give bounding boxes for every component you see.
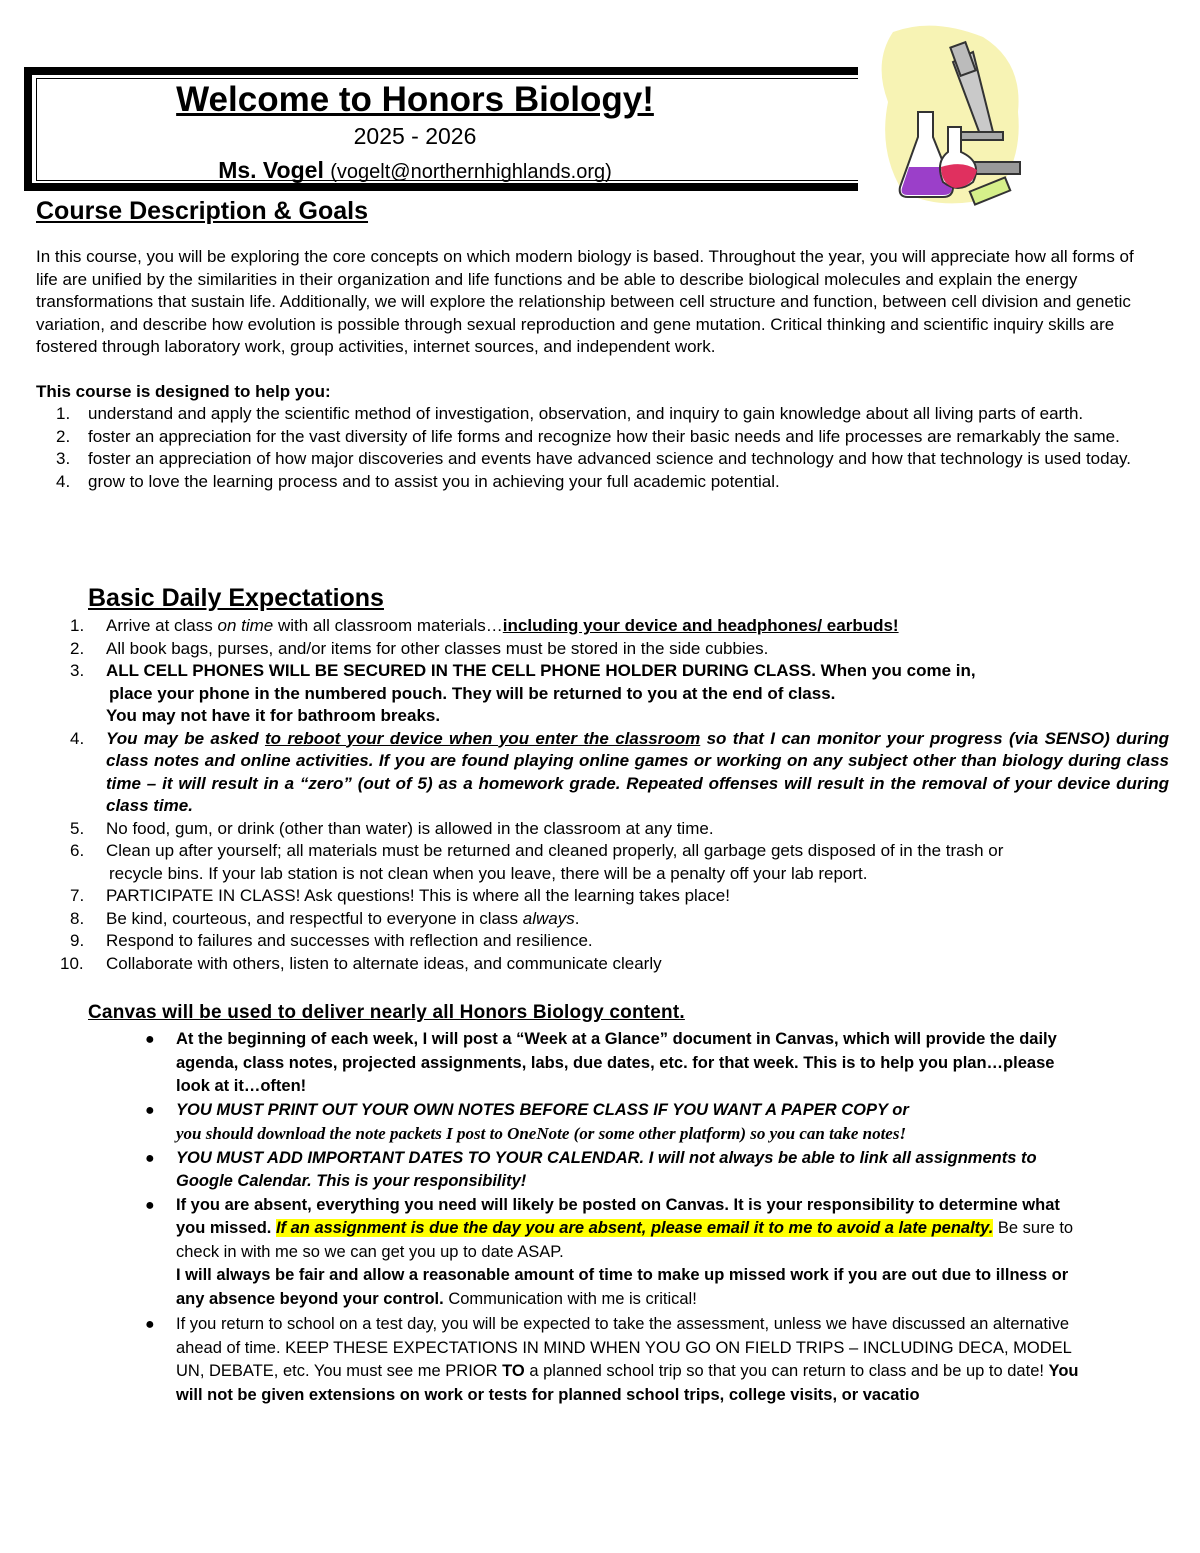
canvas-bullet-list <box>140 1028 1080 1407</box>
goal-number: 4. <box>56 471 71 491</box>
expectation-text-continued: You may not have it for bathroom breaks. <box>106 706 441 725</box>
goal-text: foster an appreciation of how major discoveries and events have advanced science and technology and how that technology is used today. <box>88 449 1132 468</box>
canvas-bullet-text: YOU MUST ADD IMPORTANT DATES TO YOUR CALENDAR. I will not always be able to link all assignments to Google Calendar. This is your responsibility! <box>176 1148 1037 1190</box>
goal-text: understand and apply the scientific method of investigation, observation, and inquiry to gain knowledge about all living parts of earth. <box>88 404 1084 423</box>
expectation-number: 1. <box>70 616 85 635</box>
microscope-stage <box>958 132 1003 140</box>
canvas-heading: Canvas will be used to deliver nearly all Honors Biology content. <box>88 1002 685 1023</box>
teacher-email: (vogelt@northernhighlands.org) <box>330 161 612 183</box>
canvas-bullet-item <box>140 1194 1080 1312</box>
expectation-text: Arrive at class <box>106 616 218 635</box>
expectation-highlight: including your device and headphones/ earbuds! <box>502 616 899 635</box>
expectation-text: Respond to failures and successes with reflection and resilience. <box>106 931 593 950</box>
goal-number: 1. <box>56 404 71 423</box>
goal-item <box>36 448 1166 471</box>
expectation-text: No food, gum, or drink (other than water) is allowed in the classroom at any time. <box>106 818 714 838</box>
canvas-bullet-text: a planned school trip so that you can return to class and be up to date! <box>524 1362 1049 1380</box>
canvas-bullet-item <box>140 1099 1080 1147</box>
goal-number: 2. <box>56 426 71 446</box>
expectation-number: 8. <box>70 908 85 928</box>
expectation-text: PARTICIPATE IN CLASS! Ask questions! This is where all the learning takes place! <box>106 886 730 905</box>
expectation-emphasis: on time <box>217 616 274 635</box>
expectations-list <box>36 615 1169 975</box>
canvas-bullet-text: Communication with me is critical! <box>443 1289 697 1308</box>
canvas-bullet-text: TO <box>502 1362 525 1380</box>
canvas-bullet-item <box>140 1147 1080 1194</box>
goals-list <box>36 403 1166 493</box>
school-year: 2025 - 2026 <box>353 123 477 149</box>
goal-item <box>36 403 1166 426</box>
bullet-icon: ● <box>145 1316 155 1333</box>
highlighted-text: If an assignment is due the day you are absent, please email it to me to avoid a late penalty. <box>275 1219 994 1237</box>
expectation-text: All book bags, purses, and/or items for other classes must be stored in the side cubbies. <box>106 638 769 658</box>
expectation-item <box>36 728 1169 818</box>
goal-number: 3. <box>56 449 71 468</box>
canvas-bullet-text: At the beginning of each week, I will post a “Week at a Glance” document in Canvas, which will provide the daily agenda, class notes, projected assignments, labs, due dates, etc. for that week. This is to help you plan…please look at it…often! <box>176 1030 1057 1095</box>
expectation-number: 5. <box>70 818 85 838</box>
expectation-item <box>36 638 1169 661</box>
expectation-number: 4. <box>70 728 85 748</box>
teacher-name: Ms. Vogel <box>218 157 324 183</box>
teacher-line <box>40 155 790 187</box>
expectation-text-continued: recycle bins. If your lab station is not clean when you leave, there will be a penalty off your lab report. <box>109 863 868 883</box>
bullet-icon: ● <box>145 1101 155 1119</box>
expectation-text: with all classroom materials… <box>273 616 503 635</box>
goal-text: foster an appreciation for the vast diversity of life forms and recognize how their basic needs and life processes are remarkably the same. <box>88 426 1120 446</box>
course-heading: Course Description & Goals <box>36 197 369 225</box>
canvas-bullet-text: you should download the note packets I post to OneNote (or some other platform) so you can take notes! <box>176 1124 907 1143</box>
expectation-item <box>36 885 1169 908</box>
bullet-icon: ● <box>145 1149 155 1167</box>
goal-text: grow to love the learning process and to assist you in achieving your full academic potential. <box>88 471 780 491</box>
expectation-text-continued: place your phone in the numbered pouch. They will be returned to you at the end of class. <box>109 683 836 703</box>
canvas-bullet-text: If you return to school on a test day, you will be expected to take the assessment, unless we have discussed an alternative ahead of time. KEEP THESE EXPECTATIONS IN MIND WHEN YOU GO ON FIELD TRIPS – INCLUDING DECA, MODEL UN, DEBATE, etc. You must see me PRIOR <box>176 1315 1072 1380</box>
expectation-number: 2. <box>70 638 85 658</box>
goal-item <box>36 426 1166 449</box>
canvas-bullet-text: I will always be fair and allow a reasonable amount of time to make up missed work if you are out due to illness or any absence beyond your control. <box>176 1266 1069 1308</box>
canvas-bullet-text: YOU MUST PRINT OUT YOUR OWN NOTES BEFORE CLASS IF YOU WANT A PAPER COPY or <box>176 1100 909 1119</box>
expectation-text: ALL CELL PHONES WILL BE SECURED IN THE CELL PHONE HOLDER DURING CLASS. When you come in, <box>106 661 976 680</box>
canvas-bullet-text: Be sure to check in with me so we can get you up to date ASAP. <box>176 1219 1074 1261</box>
expectation-item <box>36 953 1169 976</box>
expectation-item <box>36 908 1169 931</box>
bullet-icon: ● <box>145 1196 155 1214</box>
expectation-number: 7. <box>70 886 85 905</box>
expectation-item <box>36 840 1169 885</box>
expectation-number: 9. <box>70 931 85 950</box>
expectation-text: . <box>574 908 580 928</box>
page-title: Welcome to Honors Biology! <box>176 80 654 119</box>
canvas-bullet-item <box>140 1313 1080 1407</box>
expectation-text: Clean up after yourself; all materials must be returned and cleaned properly, all garbage gets disposed of in the trash or <box>106 841 1004 860</box>
canvas-bullet-text: You will not be given extensions on work or tests for planned school trips, college visits, or vacatio <box>176 1362 1079 1404</box>
canvas-bullet-text: If you are absent, everything you need will likely be posted on Canvas. It is your responsibility to determine what you missed. <box>176 1195 1060 1237</box>
expectation-item <box>36 818 1169 841</box>
expectation-item <box>36 615 1169 638</box>
goals-heading: This course is designed to help you: <box>36 382 331 401</box>
expectation-text: Be kind, courteous, and respectful to everyone in class <box>106 908 523 928</box>
expectation-text: You may be asked <box>106 728 265 748</box>
expectation-emphasis: always <box>522 908 575 928</box>
bullet-icon: ● <box>145 1031 155 1048</box>
microscope-flask-icon <box>873 22 1033 212</box>
canvas-bullet-item <box>140 1028 1080 1099</box>
expectations-heading: Basic Daily Expectations <box>88 584 384 612</box>
expectation-item <box>36 930 1169 953</box>
expectation-underlined: to reboot your device when you enter the classroom <box>264 728 701 748</box>
goal-item <box>36 471 1166 494</box>
expectation-text: so that I can monitor your progress (via SENSO) during class notes and online activities. If you are found playing online games or working on any subject other than biology during class time – it will result in a “zero” (out of 5) as a homework grade. Repeated offenses will result in the removal of your device during class time. <box>106 728 1169 815</box>
expectation-number: 3. <box>70 661 85 680</box>
expectation-number: 10. <box>60 953 84 973</box>
expectation-item <box>36 660 1169 728</box>
expectation-text: Collaborate with others, listen to alternate ideas, and communicate clearly <box>106 953 662 973</box>
expectation-number: 6. <box>70 841 85 860</box>
course-description: In this course, you will be exploring the core concepts on which modern biology is based. Throughout the year, you will appreciate how all forms of life are unified by the similarities in their organization and life functions and be able to describe biological molecules and explain the energy transformations that sustain life. Additionally, we will explore the relationship between cell structure and function, between cell division and genetic variation, and describe how evolution is possible through sexual reproduction and gene mutation. Critical thinking and scientific inquiry skills are fostered through laboratory work, group activities, internet sources, and independent work. <box>36 247 1134 356</box>
